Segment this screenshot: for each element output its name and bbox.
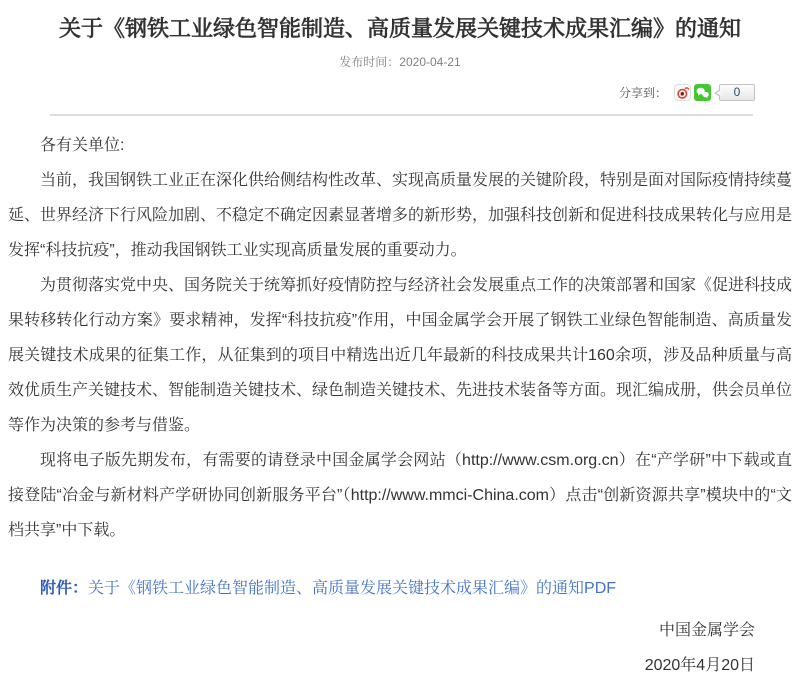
page-title: 关于《钢铁工业绿色智能制造、高质量发展关键技术成果汇编》的通知: [58, 16, 741, 41]
salutation: 各有关单位:: [40, 137, 125, 154]
attachment-link[interactable]: 关于《钢铁工业绿色智能制造、高质量发展关键技术成果汇编》的通知PDF: [88, 580, 617, 597]
notice-body: [0, 116, 800, 548]
body-paragraph-2: 为贯彻落实党中央、国务院关于统筹抓好疫情防控与经济社会发展重点工作的决策部署和国家《促进科技成果转移转化行动方案》要求精神，发挥“科技抗疫”作用，中国金属学会开展了钢铁工业绿色智能制造、高质量发展关键技术成果的征集工作，从征集到的项目中精选出近几年最新的科技成果共计160余项，涉及品种质量与高效优质生产关键技术、智能制造关键技术、绿色制造关键技术、先进技术装备等方面。现汇编成册，供会员单位等作为决策的参考与借鉴。: [8, 277, 793, 434]
body-paragraph-1: 当前，我国钢铁工业正在深化供给侧结构性改革、实现高质量发展的关键阶段，特别是面对国际疫情持续蔓延、世界经济下行风险加剧、不稳定不确定因素显著增多的新形势，加强科技创新和促进科技成果转化与应用是发挥“科技抗疫”，推动我国钢铁工业实现高质量发展的重要动力。: [8, 172, 793, 259]
share-count-value: 0: [733, 85, 741, 99]
attachment-row: [0, 578, 800, 600]
signature-block: [0, 620, 800, 677]
signature-date: 2020年4月20日: [644, 657, 755, 674]
attachment-label: 附件：: [40, 580, 89, 597]
notice-page: [0, 14, 800, 679]
share-count-bubble[interactable]: [719, 84, 755, 101]
signature-org: 中国金属学会: [658, 622, 755, 639]
share-bar: [0, 83, 800, 101]
weibo-icon[interactable]: [674, 84, 691, 101]
wechat-icon[interactable]: [694, 84, 711, 101]
share-label: 分享到：: [618, 85, 667, 100]
body-paragraph-3: 现将电子版先期发布，有需要的请登录中国金属学会网站（http://www.csm.org.cn）在“产学研”中下载或直接登陆“冶金与新材料产学研协同创新服务平台”（http://www.mmci-China.com）点击“创新资源共享”模块中的“文档共享”中下载。: [8, 452, 792, 539]
publish-time: 发布时间：2020-04-21: [339, 55, 461, 69]
